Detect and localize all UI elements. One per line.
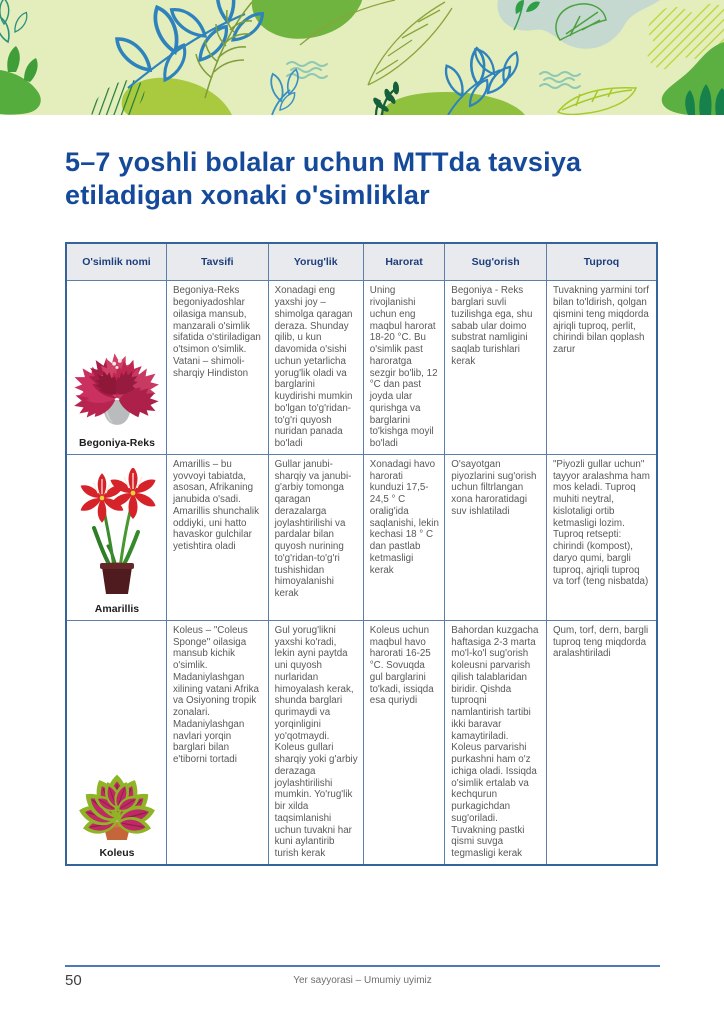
plant-image-cell (66, 281, 166, 455)
cell-temperature: Uning rivojlanishi uchun eng maqbul harorat 18-20 °C. Bu o'simlik past haroratga sezgir bo'lib, 12 °C dan past joyda ular qurishga va barglarini to'kishga moyil bo'ladi (363, 281, 445, 455)
cell-description: Amarillis – bu yovvoyi tabiatda, asosan, Afrikaning janubida o'sadi. Amarillis shunchalik oddiyki, uni hatto havaskor gulchilar yetishtira oladi (166, 454, 268, 620)
plant-image-cell (66, 620, 166, 865)
begonia-rex-image (73, 324, 161, 434)
table-row-coleus (66, 620, 657, 865)
table-row-amaryllis (66, 454, 657, 620)
cell-light: Gullar janubi-sharqiy va janubi-g'arbiy tomonga qaragan derazalarga joylashtirilishi va pardalar bilan quyosh nurining to'g'ridan-to'g'ri tushishidan himoyalanishi kerak (268, 454, 363, 620)
cell-light: Xonadagi eng yaxshi joy – shimolga qaragan deraza. Shunday qilib, u kun davomida o'sishi uchun yetarlicha yorug'lik oladi va barglarini kuydirishi mumkin bo'lgan to'g'ridan-to'g'ri quyosh nuridan panada bo'ladi (268, 281, 363, 455)
cell-soil: Tuvakning yarmini torf bilan to'ldirish, qolgan qismini teng miqdorda ajriqli tuproq, perlit, chirindi bilan qoplash zarur (546, 281, 657, 455)
cell-soil: "Piyozli gullar uchun" tayyor aralashma ham mos keladi. Tuproq muhiti neytral, kislotaligi ortib ketmasligi lozim. Tuproq retsepti: chirindi (kompost), daryo qumi, bargli tuproq, ajriqli tuproq va torf (teng nisbatda) (546, 454, 657, 620)
leaves-banner-decoration (0, 0, 724, 115)
column-header-soil: Tuproq (546, 243, 657, 281)
coleus-image (68, 742, 166, 844)
table-row-begonia (66, 281, 657, 455)
table-header-row (66, 243, 657, 281)
page-content (0, 146, 724, 866)
page-number: 50 (65, 972, 82, 989)
cell-description: Koleus – "Coleus Sponge" oilasiga mansub kichik o'simlik. Madaniylashgan xilining vatani Afrika va Osiyoning tropik zonalari. Madaniylashgan navlari yorqin barglari bilan e'tiborni tortadi (166, 620, 268, 865)
cell-light: Gul yorug'likni yaxshi ko'radi, lekin ayni paytda uni quyosh nurlaridan himoyalash kerak, shunda barglari qurimaydi va yorqinligini yo'qotmaydi. Koleus gullari sharqiy yoki g'arbiy derazaga joylashtirilishi mumkin. Yo'rug'lik bir xilda taqsimlanishi uchun tuvakni har kuni aylantirib turish kerak (268, 620, 363, 865)
page-title: 5–7 yoshli bolalar uchun MTTda tavsiya etiladigan xonaki o'simliklar (65, 147, 582, 210)
cell-temperature: Xonadagi havo harorati kunduzi 17,5-24,5 ° C oralig'ida saqlanishi, lekin kechasi 18 ° C dan pastlab ketmasligi kerak (363, 454, 445, 620)
column-header-watering: Sug'orish (445, 243, 547, 281)
plant-name: Begoniya-Reks (79, 437, 155, 450)
column-header-light: Yorug'lik (268, 243, 363, 281)
footer-text: Yer sayyorasi – Umumiy uyimiz (293, 975, 432, 986)
page-footer (65, 965, 660, 992)
cell-soil: Qum, torf, dern, bargli tuproq teng miqdorda aralashtiriladi (546, 620, 657, 865)
column-header-temperature: Harorat (363, 243, 445, 281)
amaryllis-image (78, 468, 156, 600)
plants-table (65, 242, 658, 866)
cell-watering: O'sayotgan piyozlarini sug'orish uchun filtrlangan xona haroratidagi suv ishlatiladi (445, 454, 547, 620)
cell-watering: Bahordan kuzgacha haftasiga 2-3 marta mo'l-ko'l sug'orish koleusni parvarish qilish talablaridan biridir. Qishda tuproqni namlantirish tartibi ikki baravar kamaytiriladi. Koleus parvarishi purkashni ham o'z ichiga oladi. Issiqda o'simlik ertalab va kechqurun purkagichdan sug'oriladi. Tuvakning pastki qismi suvga tegmasligi kerak (445, 620, 547, 865)
cell-watering: Begoniya - Reks barglari suvli tuzilishga ega, shu sabab ular doimo substrat namligini saqlab turishlari kerak (445, 281, 547, 455)
column-header-plant-name: O'simlik nomi (66, 243, 166, 281)
plant-name: Amarillis (94, 603, 140, 616)
plant-name: Koleus (99, 847, 135, 860)
plant-image-cell (66, 454, 166, 620)
cell-temperature: Koleus uchun maqbul havo harorati 16-25 °C. Sovuqda gul barglarini to'kadi, issiqda esa quriydi (363, 620, 445, 865)
cell-description: Begoniya-Reks begoniyadoshlar oilasiga mansub, manzarali o'simlik sifatida o'stiriladigan o'tsimon o'simlik. Vatani – shimoli-sharqiy Hindiston (166, 281, 268, 455)
column-header-description: Tavsifi (166, 243, 268, 281)
